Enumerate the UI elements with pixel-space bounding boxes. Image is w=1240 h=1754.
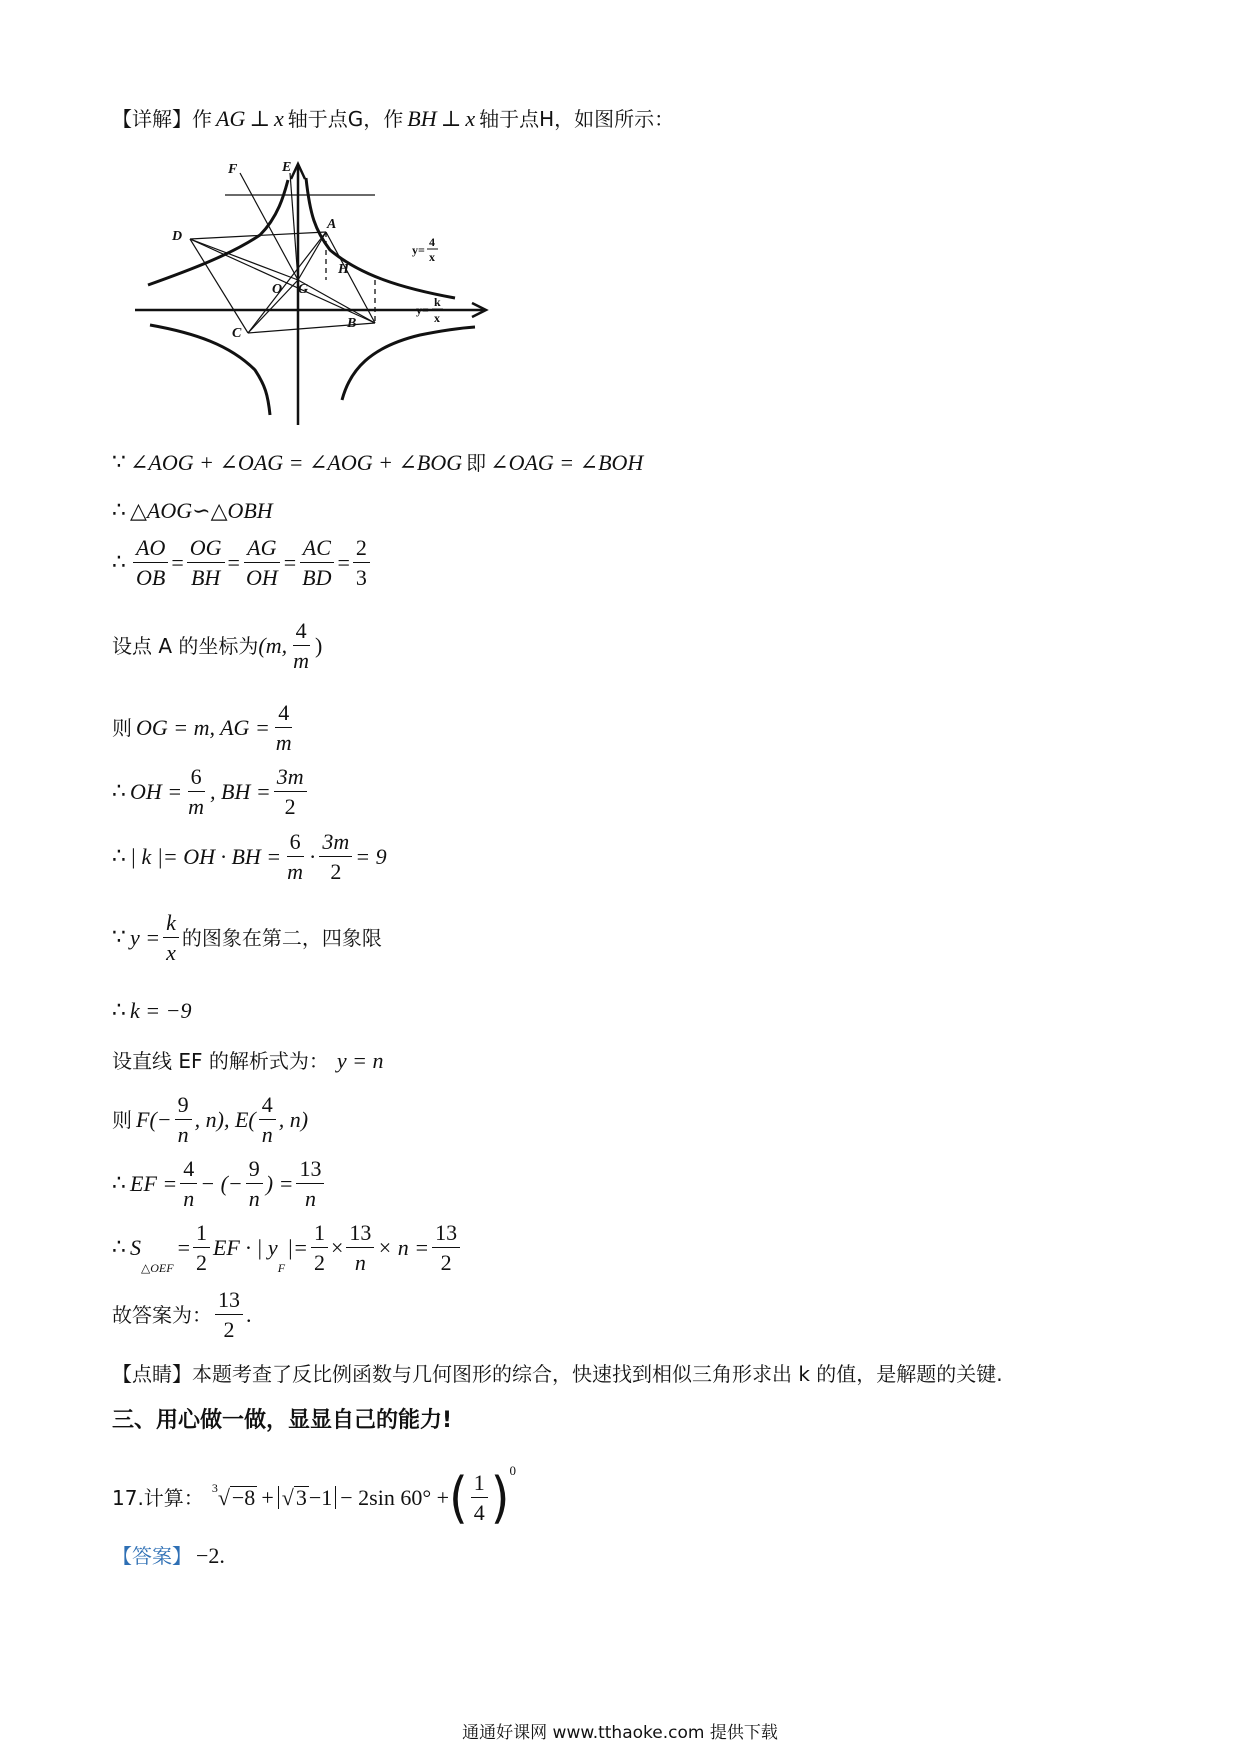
fraction: $\frac{6}{m}$	[188, 764, 205, 820]
label-g: G	[298, 282, 309, 297]
fraction: $\frac{9}{n}$	[246, 1156, 263, 1212]
step-12: ∴ EF = $\frac{4}{n}$ − (− $\frac{9}{n}$ ) = $\frac{13}{n}$	[112, 1156, 327, 1212]
step-11: 则 F(− $\frac{9}{n}$ , n), E( $\frac{4}{n}$ , n)	[112, 1092, 309, 1148]
eq2-num: k	[434, 295, 441, 309]
detail-text-1: 作	[192, 107, 212, 131]
since-symbol: ∵	[112, 450, 126, 475]
comment-label: 【点睛】	[112, 1362, 192, 1386]
step-3: ∴ $\frac{AO}{OB}$ = $\frac{OG}{BH}$ = $\frac{AG}{OH}$ = $\frac{AC}{BD}$ = $\frac{2}{3}$	[112, 535, 373, 591]
footer-text: 通通好课网 www.tthaoke.com 提供下载	[462, 1723, 778, 1743]
step-13: ∴ S △OEF = $\frac{1}{2}$ EF · | y F |= $\frac{1}{2}$ × $\frac{13}{n}$ × n = $\frac{13}{2}$	[112, 1220, 463, 1276]
detail-bh: BH	[407, 106, 437, 131]
step-5: 则 OG = m, AG = $\frac{4}{m}$	[112, 700, 298, 756]
step-2	[112, 500, 273, 522]
answer-value: −2.	[196, 1543, 225, 1568]
step-7: ∴ | k |= OH · BH = $\frac{6}{m}$ · $\frac{3m}{2}$ = 9	[112, 829, 387, 885]
detail-perp-2: ⊥	[440, 106, 462, 131]
fraction: $\frac{1}{2}$	[311, 1220, 328, 1276]
fraction: $\frac{4}{m}$	[293, 618, 310, 674]
label-e: E	[282, 160, 292, 175]
eq1-num: 4	[429, 235, 435, 249]
detail-line	[112, 108, 674, 130]
step-2-eq: △AOG∽△OBH	[130, 498, 273, 523]
hyperbola-figure	[130, 155, 510, 430]
step-4: 设点 A 的坐标为 (m, $\frac{4}{m}$ )	[112, 618, 323, 674]
step-1-end: ∠OAG = ∠BOH	[490, 450, 644, 475]
fraction: $\frac{3m}{2}$	[319, 829, 352, 885]
fraction: $\frac{3m}{2}$	[274, 764, 307, 820]
label-o: O	[272, 282, 283, 297]
step-10: 设直线 EF 的解析式为： y = n	[112, 1048, 384, 1073]
label-c: C	[232, 326, 242, 341]
answer-line	[112, 1545, 225, 1567]
eq2-den: x	[434, 311, 440, 325]
detail-x-1: x	[274, 106, 284, 131]
fraction: $\frac{1}{4}$	[471, 1470, 488, 1526]
detail-x-2: x	[465, 106, 476, 131]
step-9: ∴ k = −9	[112, 998, 192, 1023]
fraction: $\frac{AG}{OH}$	[245, 535, 278, 591]
fraction: $\frac{13}{n}$	[296, 1156, 324, 1212]
detail-text-2: 轴于点G，作	[287, 107, 404, 131]
fraction: $\frac{13}{n}$	[346, 1220, 374, 1276]
fraction: $\frac{9}{n}$	[175, 1092, 192, 1148]
therefore-symbol: ∴	[112, 549, 126, 575]
fraction: $\frac{6}{m}$	[287, 829, 304, 885]
fraction: $\frac{2}{3}$	[353, 535, 370, 591]
absolute-value: √3−1	[278, 1486, 337, 1509]
q17-number: 17.计算：	[112, 1485, 204, 1510]
question-17: 17.计算： 3 √ −8 + √3−1 − 2sin 60° + ( $\frac{1}{4}$ ) 0	[112, 1463, 516, 1530]
step-8: ∵ y = $\frac{k}{x}$ 的图象在第二，四象限	[112, 910, 382, 966]
comment-line	[112, 1364, 1003, 1384]
fraction: $\frac{k}{x}$	[163, 910, 179, 966]
fraction: $\frac{4}{m}$	[275, 700, 292, 756]
detail-text-3: 轴于点H，如图所示：	[479, 107, 675, 131]
curve-kx-q4	[342, 327, 475, 400]
step-6: ∴ OH = $\frac{6}{m}$ , BH = $\frac{3m}{2}$	[112, 764, 310, 820]
fraction: $\frac{1}{2}$	[193, 1220, 210, 1276]
detail-perp-1: ⊥	[249, 106, 271, 131]
step-4-text: 设点 A 的坐标为	[112, 633, 259, 658]
curve-4x-q3	[148, 180, 288, 285]
answer-label: 【答案】	[112, 1544, 192, 1568]
label-f: F	[228, 162, 238, 177]
fraction: $\frac{4}{n}$	[259, 1092, 276, 1148]
label-d: D	[172, 229, 183, 244]
label-b: B	[347, 316, 357, 331]
step-14: 故答案为： $\frac{13}{2}$ .	[112, 1287, 252, 1343]
left-paren: (	[449, 1465, 468, 1530]
cube-root: 3 √ −8	[211, 1481, 256, 1511]
fraction: $\frac{13}{2}$	[432, 1220, 460, 1276]
right-paren: )	[490, 1465, 510, 1530]
fraction: $\frac{OG}{BH}$	[187, 535, 225, 591]
label-h: H	[338, 262, 349, 277]
eq1-den: x	[429, 250, 435, 264]
fraction: $\frac{AO}{OB}$	[133, 535, 168, 591]
eq1-y: y=	[412, 243, 425, 257]
fraction: $\frac{4}{n}$	[180, 1156, 197, 1212]
label-a: A	[327, 217, 337, 232]
comment-text: 本题考查了反比例函数与几何图形的综合，快速找到相似三角形求出 k 的值，是解题的关键.	[192, 1362, 1003, 1386]
step-1	[112, 452, 643, 474]
section-3-title: 三、用心做一做，显显自己的能力!	[112, 1408, 453, 1433]
detail-label: 【详解】	[112, 107, 192, 131]
curve-kx-q2	[150, 325, 270, 415]
step-1-mid: 即	[466, 451, 487, 475]
fraction: $\frac{13}{2}$	[215, 1287, 243, 1343]
fraction: $\frac{AC}{BD}$	[299, 535, 334, 591]
eq2-y: y=	[416, 303, 429, 317]
therefore-symbol: ∴	[112, 498, 126, 523]
step-1-eq: ∠AOG + ∠OAG = ∠AOG + ∠BOG	[130, 450, 463, 475]
detail-ag: AG	[216, 106, 246, 131]
